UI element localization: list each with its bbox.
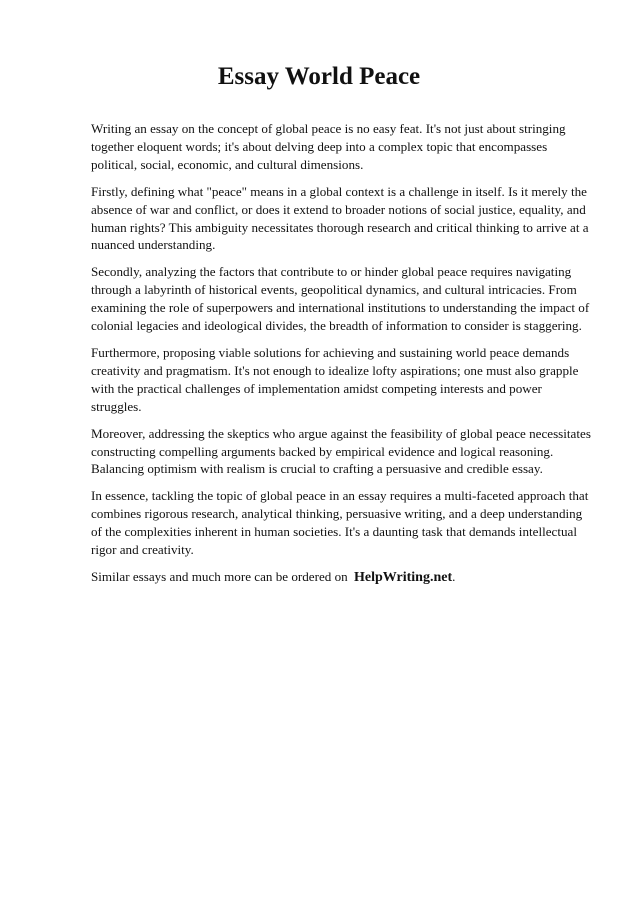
- paragraph-addressing-skeptics: Moreover, addressing the skeptics who argue against the feasibility of global peace necessitates constructing compelling arguments backed by empirical evidence and logical reasoning. Balancing optimism with realism is crucial to crafting a persuasive and credible essay.: [91, 425, 591, 477]
- paragraph-conclusion: In essence, tackling the topic of global peace in an essay requires a multi-faceted approach that combines rigorous research, analytical thinking, persuasive writing, and a deep understanding of the complexities inherent in human societies. It's a daunting task that demands intellectual rigor and creativity.: [91, 488, 589, 558]
- footer-trailing: .: [452, 568, 456, 584]
- document-body: [91, 120, 591, 596]
- paragraph-proposing-solutions: Furthermore, proposing viable solutions for achieving and sustaining world peace demands creativity and pragmatism. It's not enough to idealize lofty aspirations; one must also grapple with the practical challenges of implementation amidst competing interests and power struggles.: [91, 344, 579, 414]
- paragraph-intro: Writing an essay on the concept of global peace is no easy feat. It's not just about stringing together eloquent words; it's about delving deep into a complex topic that encompasses political, social, economic, and cultural dimensions.: [91, 121, 566, 172]
- paragraph-analyzing-factors: Secondly, analyzing the factors that contribute to or hinder global peace requires navigating through a labyrinth of historical events, geopolitical dynamics, and cultural intricacies. From examining the role of superpowers and international institutions to understanding the impact of colonial legacies and ideological divides, the breadth of information to consider is staggering.: [91, 264, 590, 334]
- helpwriting-link[interactable]: HelpWriting.net: [353, 569, 453, 585]
- footer-text: Similar essays and much more can be ordered on: [91, 568, 348, 584]
- footer-note: [91, 568, 591, 587]
- paragraph-defining-peace: Firstly, defining what "peace" means in a global context is a challenge in itself. Is it merely the absence of war and conflict, or does it extend to broader notions of social justice, equality, and human rights? This ambiguity necessitates thorough research and critical thinking to arrive at a nuanced understanding.: [91, 183, 589, 253]
- document-title: Essay World Peace: [217, 63, 421, 90]
